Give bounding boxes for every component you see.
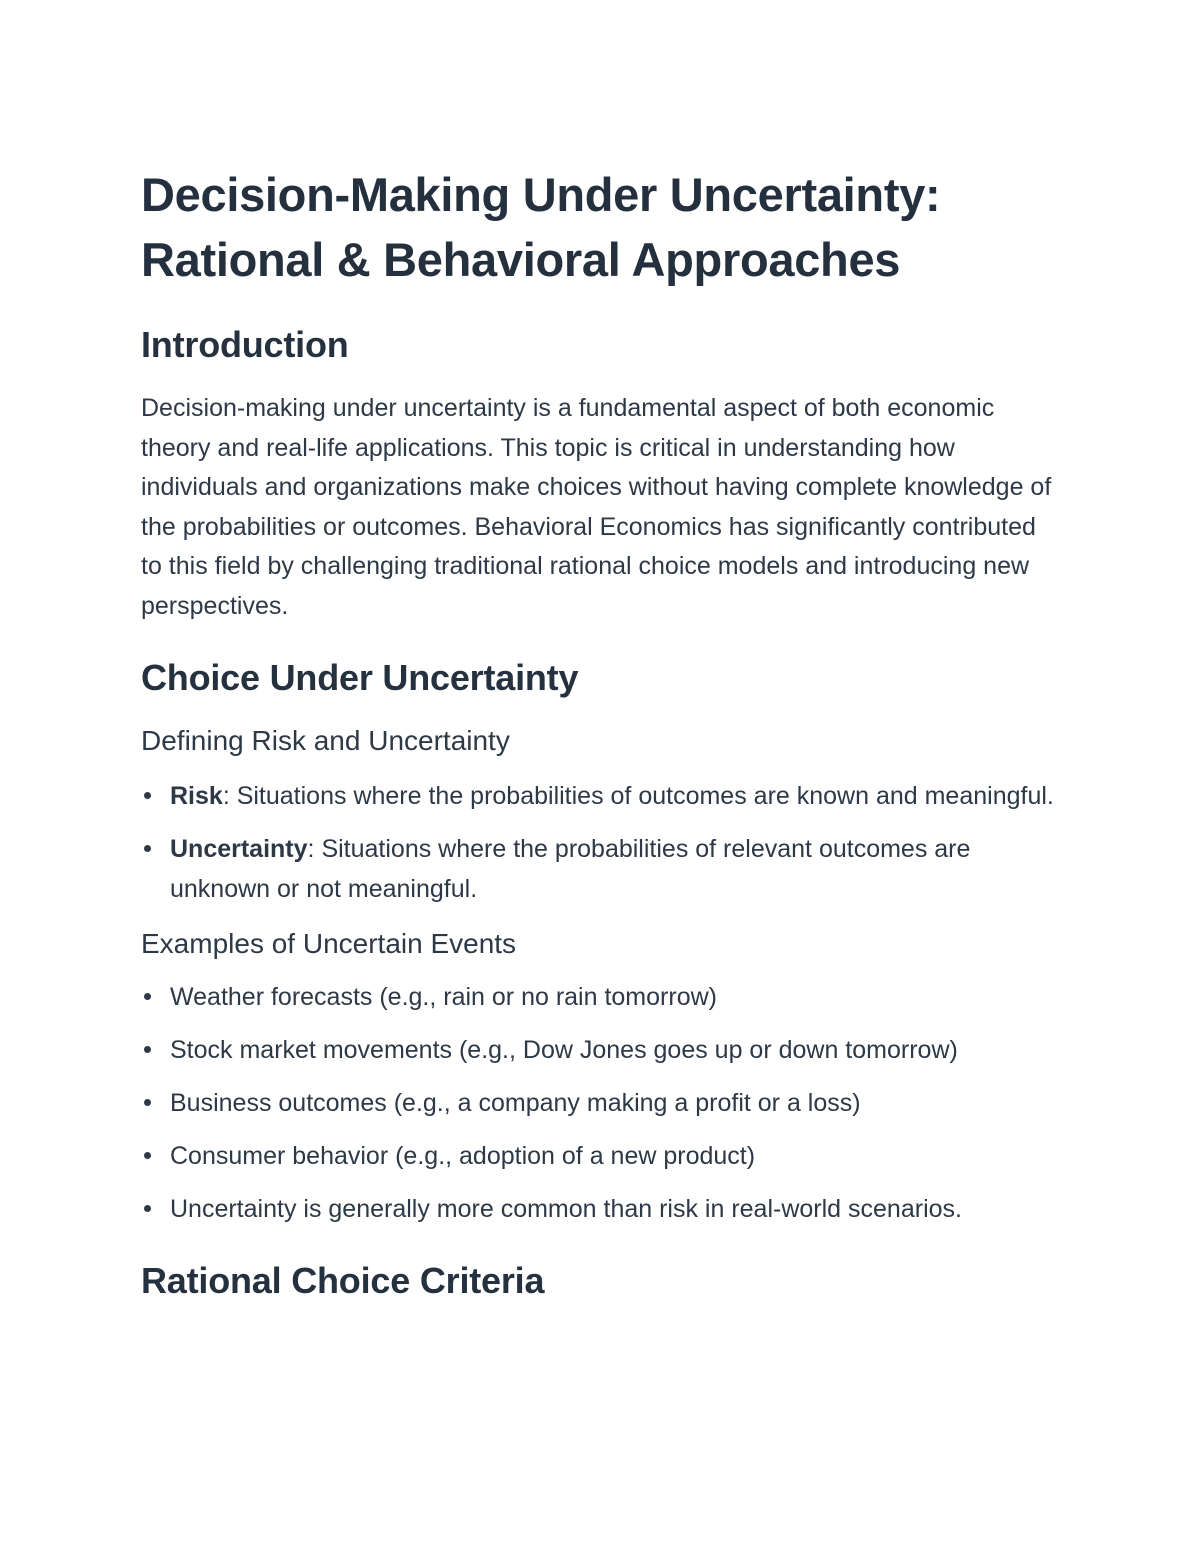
definition-uncertainty: : Situations where the probabilities of relevant outcomes are unknown or not meaningful. — [170, 834, 971, 903]
rational-choice-heading: Rational Choice Criteria — [141, 1259, 545, 1301]
term-uncertainty: Uncertainty — [170, 834, 308, 863]
bullet-icon — [144, 1099, 151, 1106]
choice-under-uncertainty-heading: Choice Under Uncertainty — [141, 656, 579, 698]
list-item-uncertainty — [141, 829, 1061, 909]
example-text: Uncertainty is generally more common than risk in real-world scenarios. — [170, 1194, 962, 1223]
document-title-line-2: Rational & Behavioral Approaches — [141, 233, 901, 286]
example-text: Stock market movements (e.g., Dow Jones goes up or down tomorrow) — [170, 1035, 958, 1064]
bullet-icon — [144, 1046, 151, 1053]
example-text: Weather forecasts (e.g., rain or no rain tomorrow) — [170, 982, 717, 1011]
definitions-list — [141, 776, 1061, 909]
example-text: Consumer behavior (e.g., adoption of a new product) — [170, 1141, 756, 1170]
examples-heading: Examples of Uncertain Events — [141, 927, 517, 959]
examples-list — [141, 977, 1061, 1229]
bullet-icon — [144, 993, 151, 1000]
example-text: Business outcomes (e.g., a company making a profit or a loss) — [170, 1088, 861, 1117]
list-item — [141, 1136, 1061, 1176]
document-page — [141, 162, 1061, 1305]
bullet-icon — [144, 845, 151, 852]
definition-risk: : Situations where the probabilities of outcomes are known and meaningful. — [222, 781, 1054, 810]
list-item — [141, 1083, 1061, 1123]
bullet-icon — [144, 1152, 151, 1159]
list-item-risk — [141, 776, 1061, 816]
term-risk: Risk — [170, 781, 223, 810]
list-item — [141, 977, 1061, 1017]
introduction-heading: Introduction — [141, 324, 349, 365]
introduction-paragraph: Decision-making under uncertainty is a fundamental aspect of both economic theory and real-life applications. This topic is critical in understanding how individuals and organizations make choices without having complete knowledge of the probabilities or outcomes. Behavioral Economics has significantly contributed to this field by challenging traditional rational choice models and introducing new perspectives. — [141, 394, 1052, 620]
list-item — [141, 1030, 1061, 1070]
document-title — [141, 162, 1061, 292]
defining-risk-heading: Defining Risk and Uncertainty — [141, 724, 510, 756]
bullet-icon — [144, 792, 151, 799]
bullet-icon — [144, 1205, 151, 1212]
list-item — [141, 1189, 1061, 1229]
document-title-line-1: Decision-Making Under Uncertainty: — [141, 168, 941, 221]
